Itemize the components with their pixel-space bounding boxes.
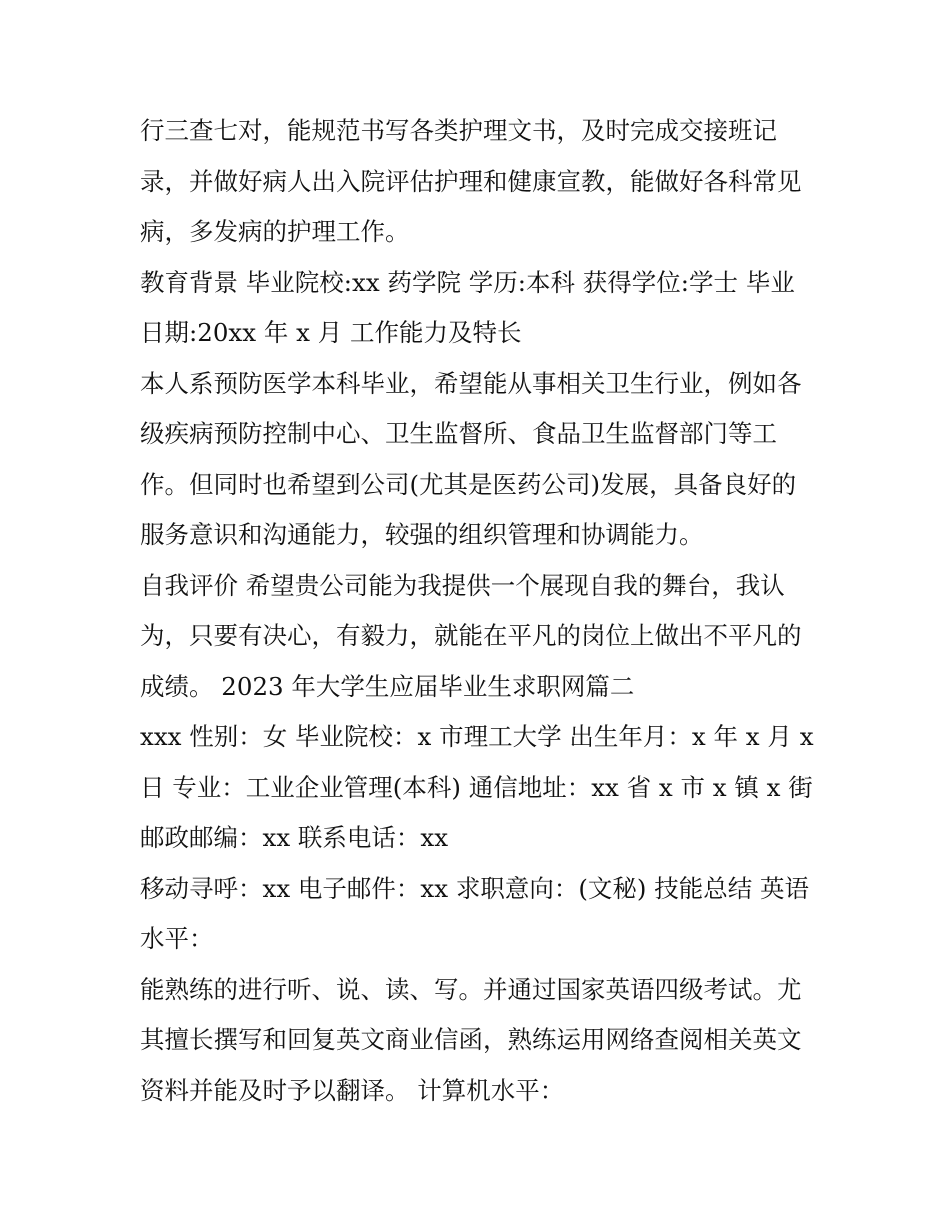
- text-line: 邮政邮编：xx 联系电话：xx: [140, 823, 449, 852]
- text-line: xxx 性别：女 毕业院校：x 市理工大学 出生年月：x 年 x 月 x: [140, 722, 814, 751]
- text-line: 水平：: [140, 924, 214, 953]
- text-line: 行三查七对，能规范书写各类护理文书，及时完成交接班记: [140, 116, 777, 145]
- text-line: 自我评价 希望贵公司能为我提供一个展现自我的舞台，我认: [140, 570, 785, 600]
- text-line: 录，并做好病人出入院评估护理和健康宣教，能做好各科常见: [140, 166, 802, 196]
- text-line: 其擅长撰写和回复英文商业信函，熟练运用网络查阅相关英文: [140, 1025, 802, 1054]
- text-line: 能熟练的进行听、说、读、写。并通过国家英语四级考试。尤: [140, 974, 802, 1004]
- text-line: 本人系预防医学本科毕业，希望能从事相关卫生行业，例如各: [140, 368, 802, 398]
- text-line: 级疾病预防控制中心、卫生监督所、食品卫生监督部门等工: [140, 419, 777, 448]
- text-line: 病，多发病的护理工作。: [140, 217, 410, 246]
- text-line: 为，只要有决心，有毅力，就能在平凡的岗位上做出不平凡的: [140, 621, 802, 650]
- text-line: 移动寻呼：xx 电子邮件：xx 求职意向：(文秘) 技能总结 英语: [140, 873, 810, 903]
- text-line: 服务意识和沟通能力，较强的组织管理和协调能力。: [140, 520, 704, 549]
- text-line: 成绩。 2023 年大学生应届毕业生求职网篇二: [140, 671, 635, 701]
- document-body: [140, 106, 820, 1116]
- text-line: 教育背景 毕业院校:xx 药学院 学历:本科 获得学位:学士 毕业: [140, 267, 795, 297]
- text-line: 资料并能及时予以翻译。 计算机水平：: [140, 1075, 565, 1105]
- text-line: 日 专业：工业企业管理(本科) 通信地址：xx 省 x 市 x 镇 x 街: [140, 772, 813, 802]
- text-line: 作。但同时也希望到公司(尤其是医药公司)发展，具备良好的: [140, 469, 797, 499]
- text-line: 日期:20xx 年 x 月 工作能力及特长: [140, 318, 522, 347]
